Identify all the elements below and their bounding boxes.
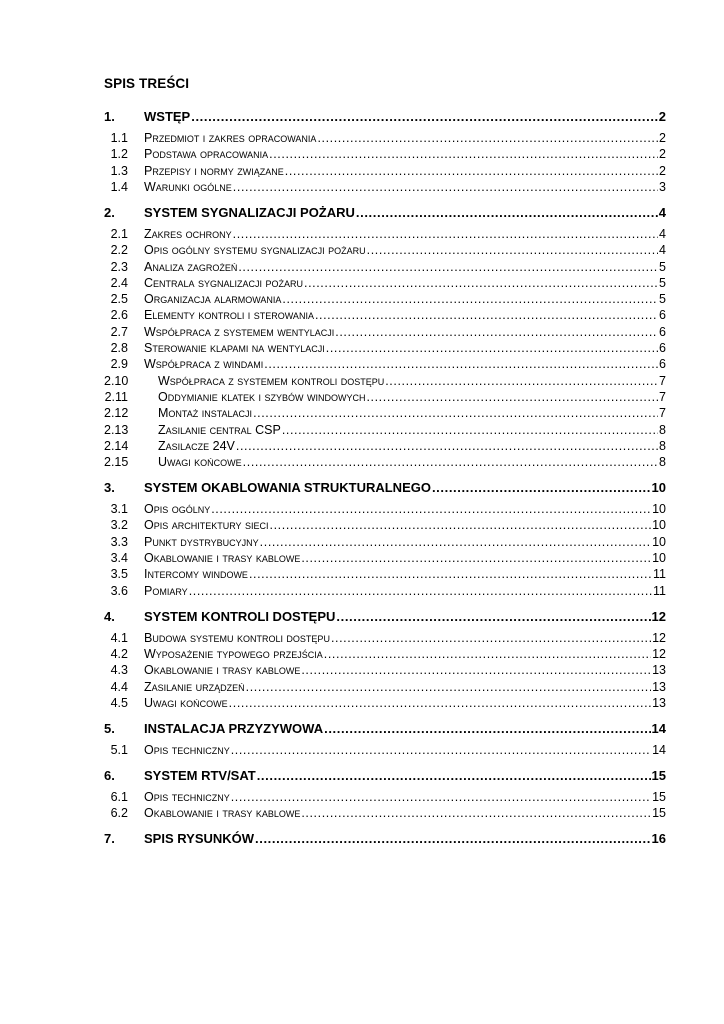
- toc-entry-number: 4.4: [110, 679, 128, 694]
- toc-entry-number: 3.6: [110, 583, 128, 598]
- toc-entry-page: 10: [651, 480, 666, 496]
- toc-entry-page: 11: [653, 567, 666, 582]
- toc-entry-title: Zasilacze 24V: [158, 438, 235, 453]
- toc-entry-title: Okablowanie i trasy kablowe: [144, 551, 301, 565]
- toc-chapter-entry[interactable]: [104, 480, 666, 496]
- toc-entry-title: Przedmiot i zakres opracowania: [144, 131, 317, 145]
- toc-entry-number: 2.3: [110, 259, 128, 274]
- toc-entry-page: 6: [659, 308, 666, 323]
- toc-entry-number: 5.1: [110, 742, 128, 757]
- toc-dot-leader: [324, 647, 651, 661]
- toc-entry-number: 2.11: [104, 389, 128, 404]
- toc-entry-title: SPIS RYSUNKÓW: [144, 831, 255, 847]
- toc-dot-leader: [255, 831, 651, 846]
- toc-entry-title: Opis techniczny: [144, 789, 230, 804]
- toc-entry-page: 2: [659, 163, 666, 178]
- toc-dot-leader: [301, 551, 651, 565]
- toc-entry-number: 2.14: [104, 438, 129, 453]
- toc-section-entry[interactable]: [104, 357, 666, 373]
- toc-section-entry[interactable]: [104, 567, 666, 583]
- toc-section-entry[interactable]: [104, 535, 666, 551]
- toc-section-entry[interactable]: [104, 647, 666, 663]
- toc-dot-leader: [257, 768, 651, 783]
- toc-section-entry[interactable]: [104, 790, 666, 806]
- toc-entry-number: 4.5: [110, 695, 128, 710]
- toc-dot-leader: [335, 325, 658, 339]
- toc-dot-leader: [233, 227, 658, 241]
- toc-dot-leader: [315, 308, 658, 322]
- toc-entry-title: Współpraca z systemem kontroli dostępu: [158, 373, 385, 388]
- toc-entry-number: 3.: [104, 480, 115, 496]
- toc-entry-page: 12: [651, 608, 666, 624]
- toc-section-entry[interactable]: [104, 518, 666, 534]
- toc-entry-page: 4: [658, 204, 666, 220]
- toc-entry-title: SYSTEM RTV/SAT: [144, 767, 256, 783]
- toc-dot-leader: [243, 455, 658, 469]
- toc-chapter-entry[interactable]: [104, 768, 666, 784]
- toc-dot-leader: [385, 374, 658, 388]
- toc-entry-number: 2.4: [110, 275, 128, 290]
- toc-entry-title: Uwagi końcowe: [158, 455, 242, 470]
- toc-section-entry[interactable]: [104, 276, 666, 292]
- toc-entry-page: 8: [659, 438, 666, 453]
- toc-dot-leader: [367, 243, 658, 257]
- toc-dot-leader: [211, 502, 651, 516]
- toc-entry-page: 13: [652, 695, 666, 710]
- toc-dot-leader: [233, 180, 658, 194]
- toc-entry-number: 2.10: [104, 373, 129, 388]
- toc-entry-page: 2: [659, 147, 666, 162]
- toc-entry-page: 5: [659, 275, 666, 290]
- toc-entry-title: Organizacja alarmowania: [144, 292, 282, 307]
- toc-dot-leader: [432, 480, 651, 495]
- toc-dot-leader: [249, 567, 652, 581]
- toc-section-entry[interactable]: [104, 147, 666, 163]
- toc-dot-leader: [270, 518, 652, 532]
- toc-entry-title: Opis techniczny: [144, 742, 230, 757]
- toc-dot-leader: [331, 631, 651, 645]
- toc-entry-number: 7.: [104, 831, 115, 847]
- toc-dot-leader: [189, 584, 652, 598]
- toc-entry-title: Okablowanie i trasy kablowe: [144, 806, 301, 821]
- toc-entry-title: Montaż instalacji: [158, 406, 253, 421]
- toc-entry-number: 3.5: [110, 567, 128, 582]
- toc-entry-title: Współpraca z systemem wentylacji: [144, 324, 335, 339]
- toc-section-entry[interactable]: [104, 551, 666, 567]
- toc-entry-number: 2.1: [110, 226, 128, 241]
- toc-entry-title: Opis ogólny systemu sygnalizacji pożaru: [144, 243, 366, 258]
- toc-entry-title: Centrala sygnalizacji pożaru: [144, 275, 304, 290]
- toc-dot-leader: [246, 680, 651, 694]
- toc-section-entry[interactable]: [104, 180, 666, 196]
- toc-dot-leader: [301, 806, 651, 820]
- toc-dot-leader: [326, 341, 658, 355]
- toc-entry-number: 4.1: [110, 630, 128, 645]
- toc-section-entry[interactable]: [104, 680, 666, 696]
- toc-entry-number: 2.6: [110, 308, 128, 323]
- toc-entry-title: WSTĘP: [144, 109, 191, 124]
- toc-chapter-entry[interactable]: [104, 609, 666, 625]
- toc-dot-leader: [356, 205, 658, 220]
- toc-entry-page: 2: [659, 131, 666, 145]
- toc-entry-page: 12: [652, 646, 666, 661]
- toc-entry-page: 5: [659, 259, 666, 274]
- toc-section-entry[interactable]: [104, 131, 666, 147]
- toc-entry-title: Przepisy i normy związane: [144, 163, 284, 178]
- toc-entry-page: 16: [651, 831, 666, 847]
- toc-entry-number: 1.3: [110, 163, 128, 178]
- toc-entry-page: 5: [659, 292, 666, 307]
- toc-entry-title: Oddymianie klatek i szybów windowych: [158, 389, 366, 404]
- toc-entry-page: 15: [651, 767, 666, 783]
- toc-entry-page: 10: [652, 551, 666, 565]
- toc-dot-leader: [366, 390, 658, 404]
- toc-section-entry[interactable]: [104, 325, 666, 341]
- toc-entry-number: 3.2: [110, 518, 128, 533]
- toc-entry-number: 2.9: [110, 357, 128, 372]
- toc-section-entry[interactable]: [104, 390, 666, 406]
- toc-dot-leader: [231, 743, 651, 757]
- toc-entry-page: 10: [652, 518, 666, 533]
- toc-entry-page: 10: [652, 502, 666, 517]
- toc-section-entry[interactable]: [104, 164, 666, 180]
- toc-entry-number: 2.15: [104, 455, 129, 470]
- toc-entry-number: 1.: [104, 109, 115, 124]
- toc-entry-title: Intercomy windowe: [144, 567, 248, 582]
- toc-entry-title: INSTALACJA PRZYZYWOWA: [144, 720, 324, 736]
- toc-entry-number: 2.: [104, 204, 115, 220]
- toc-section-entry[interactable]: [104, 406, 666, 422]
- toc-entry-number: 3.3: [110, 534, 128, 549]
- toc-section-entry[interactable]: [104, 806, 666, 822]
- toc-entry-title: Wyposażenie typowego przejścia: [144, 646, 323, 661]
- toc-entry-title: Okablowanie i trasy kablowe: [144, 663, 301, 678]
- toc-section-entry[interactable]: [104, 292, 666, 308]
- toc-section-entry[interactable]: [104, 439, 666, 455]
- toc-section-entry[interactable]: [104, 743, 666, 759]
- toc-dot-leader: [231, 790, 651, 804]
- toc-section-entry[interactable]: [104, 584, 666, 600]
- toc-entry-page: 10: [652, 534, 666, 549]
- toc-entry-title: Warunki ogólne: [144, 179, 232, 194]
- toc-entry-number: 3.4: [110, 551, 128, 565]
- toc-entry-page: 13: [652, 663, 666, 678]
- toc-entry-page: 6: [659, 341, 666, 355]
- toc-dot-leader: [324, 721, 650, 736]
- toc-entry-title: Współpraca z windami: [144, 357, 264, 372]
- toc-entry-number: 1.2: [110, 147, 128, 162]
- toc-entry-number: 2.8: [110, 341, 128, 355]
- toc-section-entry[interactable]: [104, 227, 666, 243]
- toc-dot-leader: [238, 260, 658, 274]
- toc-entry-number: 6.: [104, 767, 115, 783]
- toc-entry-number: 5.: [104, 720, 115, 736]
- toc-entry-number: 2.2: [110, 243, 128, 258]
- toc-entry-number: 6.1: [110, 789, 128, 804]
- toc-chapter-entry[interactable]: [104, 109, 666, 125]
- toc-chapter-entry[interactable]: [104, 721, 666, 737]
- toc-entry-title: Opis ogólny: [144, 502, 211, 517]
- toc-section-entry[interactable]: [104, 308, 666, 324]
- toc-entry-page: 13: [652, 679, 666, 694]
- toc-entry-page: 3: [659, 179, 666, 194]
- toc-entry-title: SYSTEM KONTROLI DOSTĘPU: [144, 608, 336, 624]
- toc-title: SPIS TREŚCI: [104, 76, 190, 91]
- toc-entry-title: Uwagi końcowe: [144, 695, 228, 710]
- toc-section-entry[interactable]: [104, 455, 666, 471]
- toc-entry-page: 14: [652, 742, 666, 757]
- toc-entry-page: 7: [659, 389, 666, 404]
- toc-dot-leader: [236, 439, 658, 453]
- toc-entry-title: Elementy kontroli i sterowania: [144, 308, 314, 323]
- toc-section-entry[interactable]: [104, 423, 666, 439]
- toc-entry-title: Zasilanie central CSP: [158, 422, 281, 437]
- toc-dot-leader: [304, 276, 658, 290]
- toc-entry-number: 4.: [104, 608, 115, 624]
- toc-entry-number: 2.7: [110, 324, 128, 339]
- toc-dot-leader: [301, 663, 651, 677]
- toc-entry-title: Pomiary: [144, 583, 188, 598]
- toc-entry-page: 7: [659, 373, 666, 388]
- toc-section-entry[interactable]: [104, 374, 666, 390]
- toc-entry-page: 8: [659, 422, 666, 437]
- toc-entry-title: SYSTEM OKABLOWANIA STRUKTURALNEGO: [144, 480, 431, 496]
- toc-entry-page: 15: [652, 806, 666, 821]
- toc-entry-number: 2.5: [110, 292, 128, 307]
- toc-dot-leader: [282, 423, 658, 437]
- toc-entry-page: 7: [659, 406, 666, 421]
- toc-entry-title: Sterowanie klapami na wentylacji: [144, 341, 325, 355]
- toc-section-entry[interactable]: [104, 502, 666, 518]
- toc-dot-leader: [229, 696, 651, 710]
- toc-entry-page: 14: [651, 720, 666, 736]
- toc-dot-leader: [264, 357, 658, 371]
- toc-entry-number: 4.3: [110, 663, 128, 678]
- toc-dot-leader: [253, 406, 658, 420]
- toc-chapter-entry[interactable]: [104, 205, 666, 221]
- toc-entry-title: Analiza zagrożeń: [144, 259, 238, 274]
- toc-dot-leader: [317, 131, 658, 145]
- toc-entry-page: 8: [659, 455, 666, 470]
- toc-entry-number: 4.2: [110, 646, 128, 661]
- toc-entry-title: Zasilanie urządzeń: [144, 679, 245, 694]
- toc-entry-number: 1.1: [110, 131, 128, 145]
- toc-section-entry[interactable]: [104, 696, 666, 712]
- toc-section-entry[interactable]: [104, 663, 666, 679]
- toc-entry-number: 3.1: [110, 502, 128, 517]
- toc-dot-leader: [191, 109, 658, 124]
- toc-entry-page: 6: [659, 324, 666, 339]
- toc-section-entry[interactable]: [104, 631, 666, 647]
- toc-entry-title: Budowa systemu kontroli dostępu: [144, 630, 330, 645]
- toc-section-entry[interactable]: [104, 260, 666, 276]
- toc-entry-title: Opis architektury sieci: [144, 518, 269, 533]
- toc-entry-number: 2.13: [104, 422, 129, 437]
- toc-entry-number: 2.12: [104, 406, 129, 421]
- toc-dot-leader: [282, 292, 658, 306]
- toc-section-entry[interactable]: [104, 341, 666, 357]
- toc-entry-number: 1.4: [110, 179, 128, 194]
- toc-entry-page: 11: [653, 583, 666, 598]
- toc-entry-title: Zakres ochrony: [144, 226, 232, 241]
- toc-entry-page: 4: [659, 226, 666, 241]
- toc-entry-title: SYSTEM SYGNALIZACJI POŻARU: [144, 204, 355, 220]
- toc-entry-page: 15: [652, 789, 666, 804]
- toc-entry-number: 6.2: [110, 806, 128, 821]
- toc-entry-page: 4: [659, 243, 666, 258]
- toc-dot-leader: [336, 609, 650, 624]
- toc-dot-leader: [285, 164, 658, 178]
- toc-entry-title: Punkt dystrybucyjny: [144, 534, 259, 549]
- toc-entry-title: Podstawa opracowania: [144, 147, 269, 162]
- toc-entry-page: 6: [659, 357, 666, 372]
- toc-dot-leader: [260, 535, 651, 549]
- toc-entry-page: 2: [658, 109, 666, 124]
- toc-dot-leader: [269, 147, 658, 161]
- toc-chapter-entry[interactable]: [104, 831, 666, 847]
- toc-entry-page: 12: [652, 630, 666, 645]
- toc-section-entry[interactable]: [104, 243, 666, 259]
